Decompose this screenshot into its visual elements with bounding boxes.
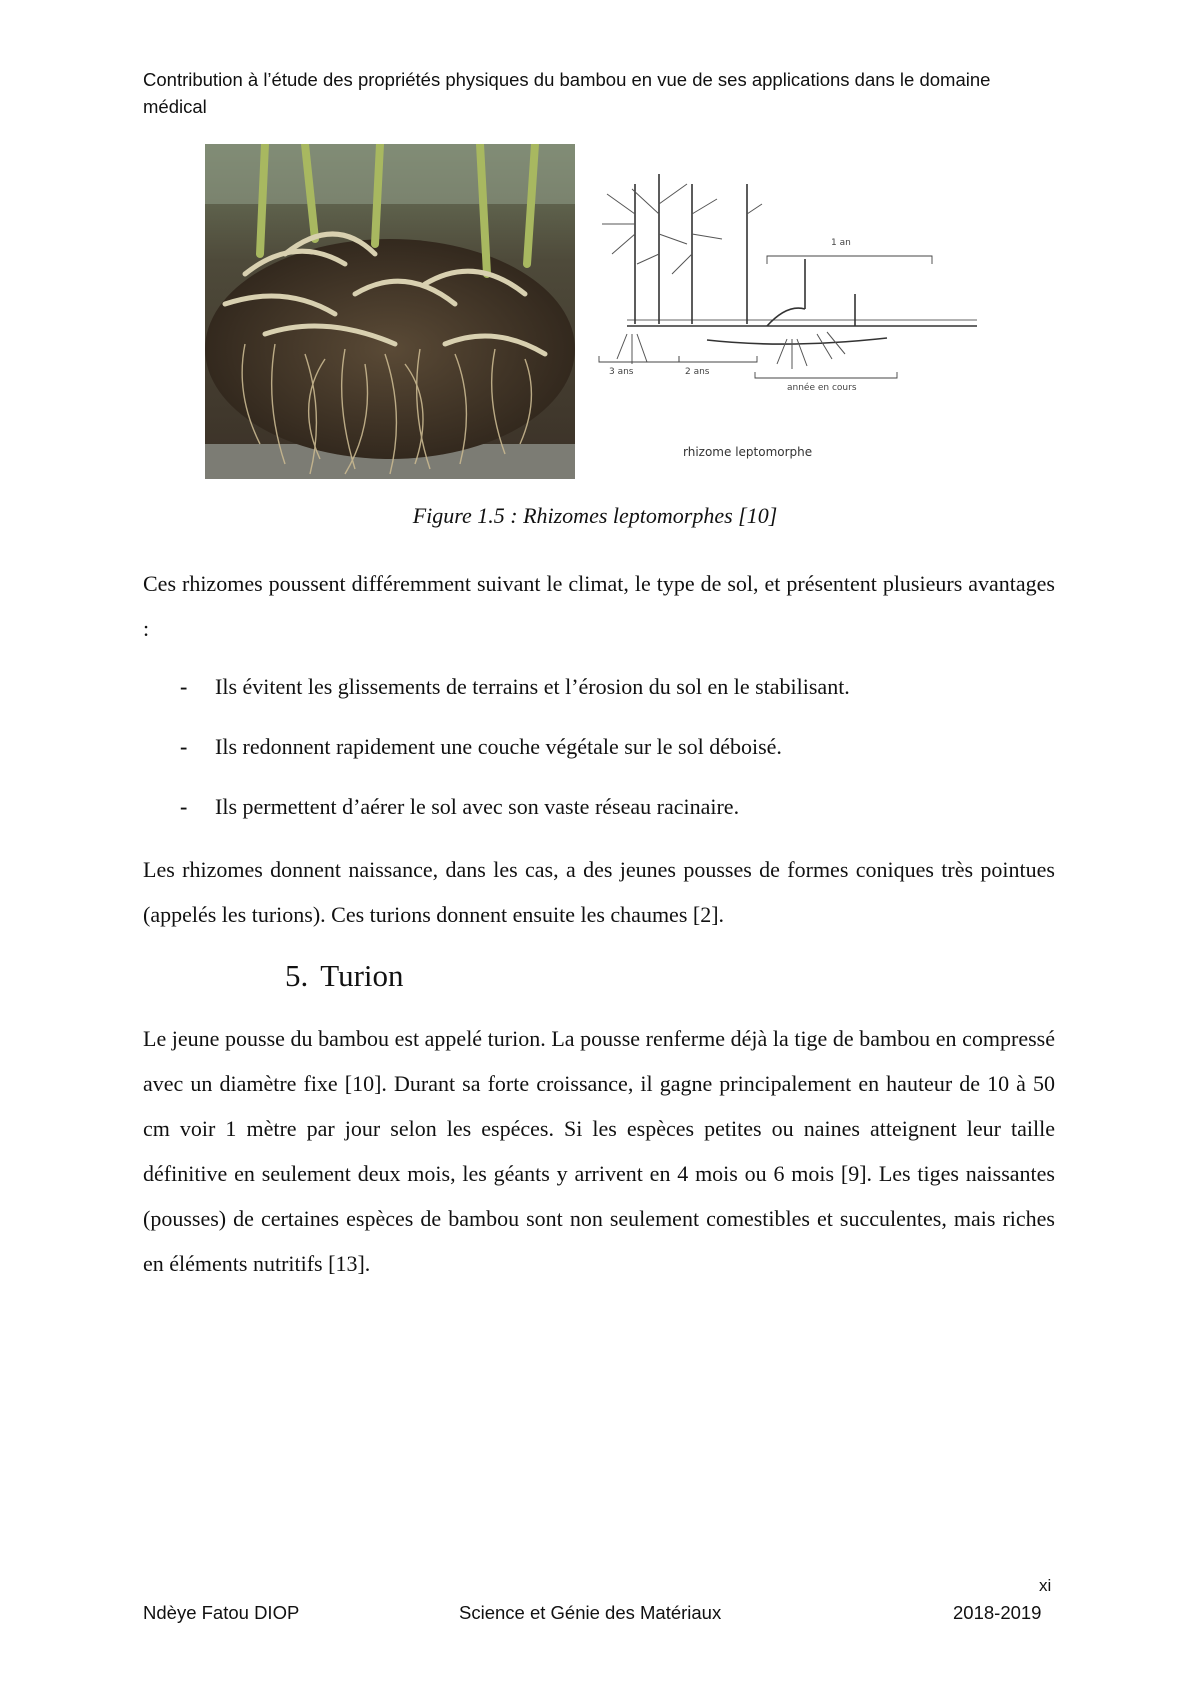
diagram-label-two-years: 2 ans — [685, 367, 710, 377]
section-number: 5. — [285, 958, 309, 993]
diagram-label-current-year: année en cours — [787, 383, 857, 393]
figure-caption: Figure 1.5 : Rhizomes leptomorphes [10] — [412, 503, 778, 528]
page-number: xi — [1039, 1576, 1052, 1595]
intro-paragraph: Ces rhizomes poussent différemment suivant le climat, le type de sol, et présentent plusieurs avantages : — [143, 571, 1055, 641]
bamboo-rhizome-photo — [205, 144, 575, 479]
bullet-marker: - — [180, 674, 188, 699]
section-heading — [285, 958, 404, 994]
diagram-label-three-years: 3 ans — [609, 367, 634, 377]
paragraph-turion: Le jeune pousse du bambou est appelé turion. La pousse renferme déjà la tige de bambou en compressé avec un diamètre fixe [10]. Durant sa forte croissance, il gagne principalement en hauteur de 10 à 50 cm voir 1 mètre par jour selon les espéces. Si les espèces petites ou naines atteignent leur taille définitive en seulement deux mois, les géants y arrivent en 4 mois ou 6 mois [9]. Les tiges naissantes (pousses) de certaines espèces de bambou sont non seulement comestibles et succulentes, mais riches en éléments nutritifs [13]. — [143, 1026, 1055, 1276]
figure-rhizomes — [205, 144, 995, 480]
footer-author: Ndèye Fatou DIOP — [143, 1602, 300, 1623]
diagram-label-one-year: 1 an — [831, 238, 851, 248]
bullet-text: Ils évitent les glissements de terrains et l’érosion du sol en le stabilisant. — [215, 674, 850, 699]
bullet-marker: - — [180, 734, 188, 759]
section-title: Turion — [320, 958, 404, 993]
diagram-title: rhizome leptomorphe — [683, 445, 813, 459]
bullet-marker: - — [180, 794, 188, 819]
bullet-text: Ils redonnent rapidement une couche végétale sur le sol déboisé. — [215, 734, 782, 759]
bullet-text: Ils permettent d’aérer le sol avec son vaste réseau racinaire. — [215, 794, 740, 819]
footer-department: Science et Génie des Matériaux — [459, 1602, 722, 1623]
paragraph-rhizomes: Les rhizomes donnent naissance, dans les cas, a des jeunes pousses de formes coniques très pointues (appelés les turions). Ces turions donnent ensuite les chaumes [2]. — [143, 857, 1055, 927]
running-header: Contribution à l’étude des propriétés physiques du bambou en vue de ses applications dans le domaine médical — [143, 69, 991, 117]
footer-year: 2018-2019 — [953, 1602, 1042, 1623]
rhizome-leptomorphe-diagram — [587, 144, 995, 479]
